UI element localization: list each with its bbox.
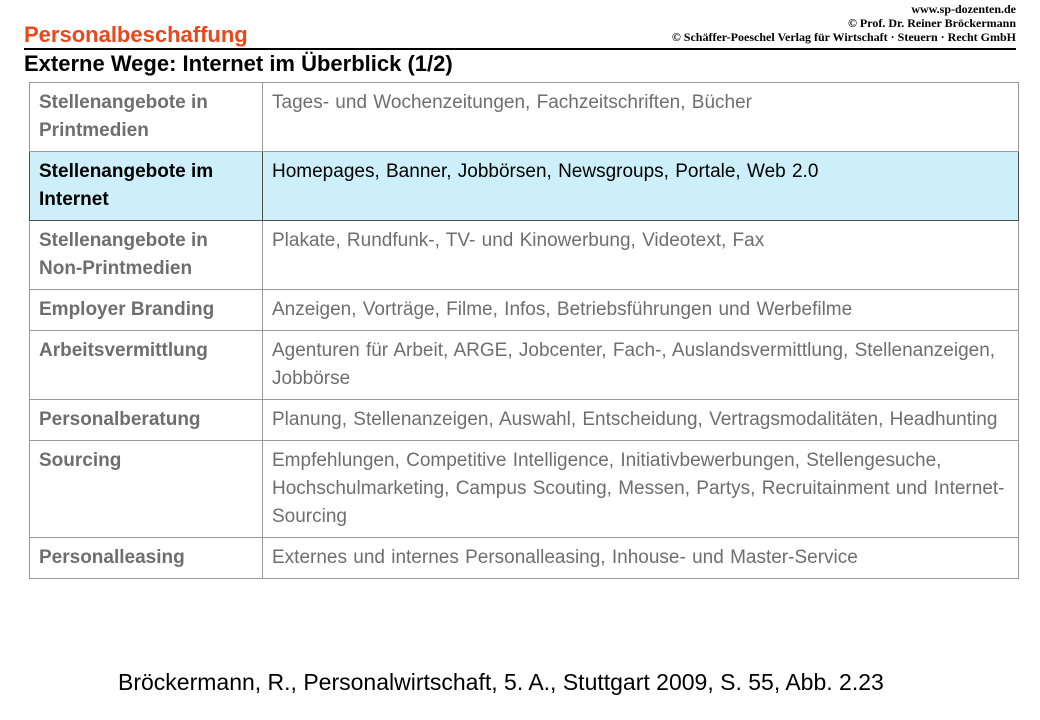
table-row: [30, 400, 1019, 441]
author-credit: © Prof. Dr. Reiner Bröckermann: [847, 16, 1016, 30]
table-row: [30, 331, 1019, 400]
website-url: www.sp-dozenten.de: [911, 2, 1016, 16]
overview-table: [29, 82, 1019, 579]
category-cell: Personalleasing: [30, 538, 263, 579]
table-row: [30, 290, 1019, 331]
description-cell: Tages- und Wochenzeitungen, Fachzeitschriften, Bücher: [263, 83, 1019, 152]
slide-title: Externe Wege: Internet im Überblick (1/2): [24, 51, 453, 76]
header-divider: [24, 48, 1016, 50]
table-row-highlighted: [30, 152, 1019, 221]
description-cell: Agenturen für Arbeit, ARGE, Jobcenter, Fach-, Auslandsvermittlung, Stellenanzeigen, Jobbörse: [263, 331, 1019, 400]
source-citation: Bröckermann, R., Personalwirtschaft, 5. A., Stuttgart 2009, S. 55, Abb. 2.23: [118, 669, 884, 695]
category-cell: Stellenangebote im Internet: [30, 152, 263, 221]
table-row: [30, 441, 1019, 538]
table-row: [30, 538, 1019, 579]
category-cell: Stellenangebote in Printmedien: [30, 83, 263, 152]
description-cell: Empfehlungen, Competitive Intelligence, Initiativbewerbungen, Stellengesuche, Hochschulmarketing, Campus Scouting, Messen, Partys, Recruitainment und Internet-Sourcing: [263, 441, 1019, 538]
credits: [672, 2, 1016, 44]
description-cell: Anzeigen, Vorträge, Filme, Infos, Betriebsführungen und Werbefilme: [263, 290, 1019, 331]
brand-title: Personalbeschaffung: [24, 22, 248, 47]
table-row: [30, 221, 1019, 290]
publisher-credit: © Schäffer-Poeschel Verlag für Wirtschaft · Steuern · Recht GmbH: [671, 30, 1016, 44]
description-cell: Plakate, Rundfunk-, TV- und Kinowerbung, Videotext, Fax: [263, 221, 1019, 290]
description-cell: Planung, Stellenanzeigen, Auswahl, Entscheidung, Vertragsmodalitäten, Headhunting: [263, 400, 1019, 441]
category-cell: Arbeitsvermittlung: [30, 331, 263, 400]
category-cell: Sourcing: [30, 441, 263, 538]
category-cell: Stellenangebote in Non-Printmedien: [30, 221, 263, 290]
category-cell: Employer Branding: [30, 290, 263, 331]
description-cell: Externes und internes Personalleasing, Inhouse- und Master-Service: [263, 538, 1019, 579]
description-cell: Homepages, Banner, Jobbörsen, Newsgroups, Portale, Web 2.0: [263, 152, 1019, 221]
category-cell: Personalberatung: [30, 400, 263, 441]
table-row: [30, 83, 1019, 152]
